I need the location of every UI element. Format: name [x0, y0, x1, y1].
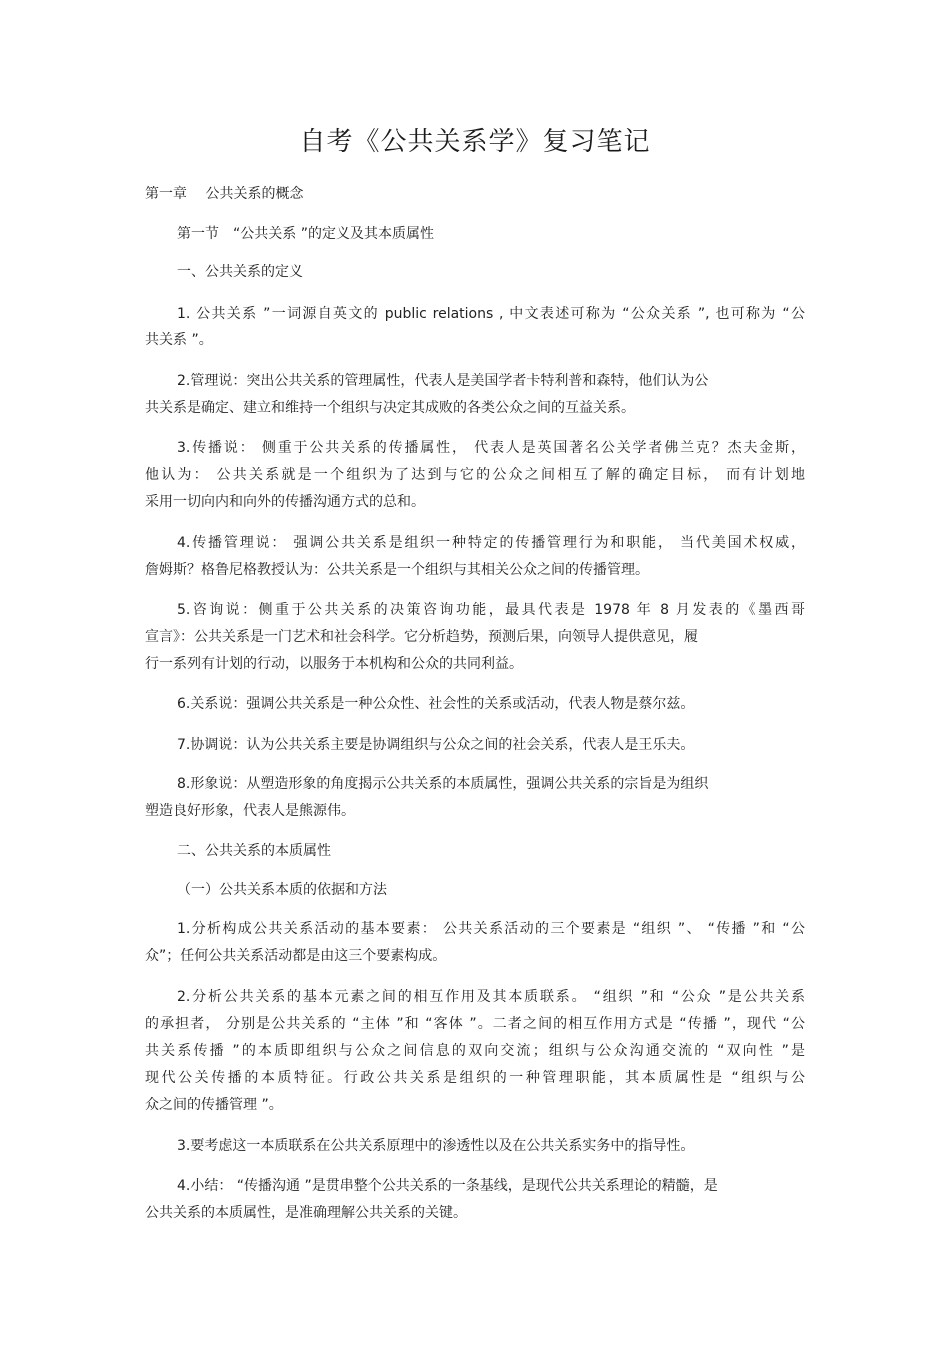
paragraph-line: 现代公关传播的本质特征。行政公共关系是组织的一种管理职能，其本质属性是 “组织与公 [145, 1070, 805, 1086]
paragraph-line: 2.分析公共关系的基本元素之间的相互作用及其本质联系。 “组织 ”和 “公众 ”是公共关系 [177, 989, 805, 1005]
paragraph-line: 行一系列有计划的行动，以服务于本机构和公众的共同利益。 [145, 656, 523, 672]
paragraph-line: 共关系 ”。 [145, 332, 213, 348]
paragraph-line: 共关系传播 ”的本质即组织与公众之间信息的双向交流；组织与公众沟通交流的 “双向性 ”是 [145, 1043, 805, 1059]
definition-heading: 一、公共关系的定义 [177, 264, 303, 280]
paragraph-line: 2.管理说：突出公共关系的管理属性，代表人是美国学者卡特利普和森特，他们认为公 [177, 373, 709, 389]
paragraph-line: 5.咨询说：侧重于公共关系的决策咨询功能，最具代表是 1978 年 8 月发表的《墨西哥 [177, 602, 805, 618]
paragraph-line: 塑造良好形象，代表人是熊源伟。 [145, 803, 355, 819]
paragraph-line: 3.传播说： 侧重于公共关系的传播属性， 代表人是英国著名公关学者佛兰克？杰夫金斯， [177, 440, 805, 456]
paragraph-line: 詹姆斯？格鲁尼格教授认为：公共关系是一个组织与其相关公众之间的传播管理。 [145, 562, 649, 578]
paragraph-line: 6.关系说：强调公共关系是一种公众性、社会性的关系或活动，代表人物是蔡尔兹。 [177, 696, 695, 712]
paragraph-line: 的承担者， 分别是公共关系的 “主体 ”和 “客体 ”。二者之间的相互作用方式是 “传播 ”，现代 “公 [145, 1016, 805, 1032]
document-title: 自考《公共关系学》复习笔记 [299, 127, 651, 157]
paragraph-line: 共关系是确定、建立和维持一个组织与决定其成败的各类公众之间的互益关系。 [145, 400, 635, 416]
section-heading: 第一节 “公共关系 ”的定义及其本质属性 [177, 226, 434, 242]
paragraph-line: 4.小结： “传播沟通 ”是贯串整个公共关系的一条基线，是现代公共关系理论的精髓，是 [177, 1178, 718, 1194]
paragraph-line: 7.协调说：认为公共关系主要是协调组织与公众之间的社会关系，代表人是王乐夫。 [177, 737, 695, 753]
paragraph-line: 众之间的传播管理 ”。 [145, 1097, 283, 1113]
essence-subheading: （一）公共关系本质的依据和方法 [177, 882, 387, 898]
paragraph-line: 3.要考虑这一本质联系在公共关系原理中的渗透性以及在公共关系实务中的指导性。 [177, 1138, 695, 1154]
chapter-heading: 第一章 公共关系的概念 [145, 186, 304, 202]
paragraph-line: 采用一切向内和向外的传播沟通方式的总和。 [145, 494, 425, 510]
paragraph-line: 8.形象说：从塑造形象的角度揭示公共关系的本质属性，强调公共关系的宗旨是为组织 [177, 776, 709, 792]
paragraph-line: 1. 公共关系 ”一词源自英文的 public relations , 中文表述可称为 “公众关系 ”, 也可称为 “公 [177, 306, 805, 322]
paragraph-line: 宣言》：公共关系是一门艺术和社会科学。它分析趋势，预测后果，向领导人提供意见，履 [145, 629, 698, 645]
essence-heading: 二、公共关系的本质属性 [177, 843, 331, 859]
paragraph-line: 他认为： 公共关系就是一个组织为了达到与它的公众之间相互了解的确定目标， 而有计划地 [145, 467, 805, 483]
paragraph-line: 4.传播管理说： 强调公共关系是组织一种特定的传播管理行为和职能， 当代美国术权威， [177, 535, 805, 551]
paragraph-line: 众”；任何公共关系活动都是由这三个要素构成。 [145, 948, 447, 964]
paragraph-line: 公共关系的本质属性，是准确理解公共关系的关键。 [145, 1205, 467, 1221]
paragraph-line: 1.分析构成公共关系活动的基本要素： 公共关系活动的三个要素是 “组织 ”、 “传播 ”和 “公 [177, 921, 805, 937]
